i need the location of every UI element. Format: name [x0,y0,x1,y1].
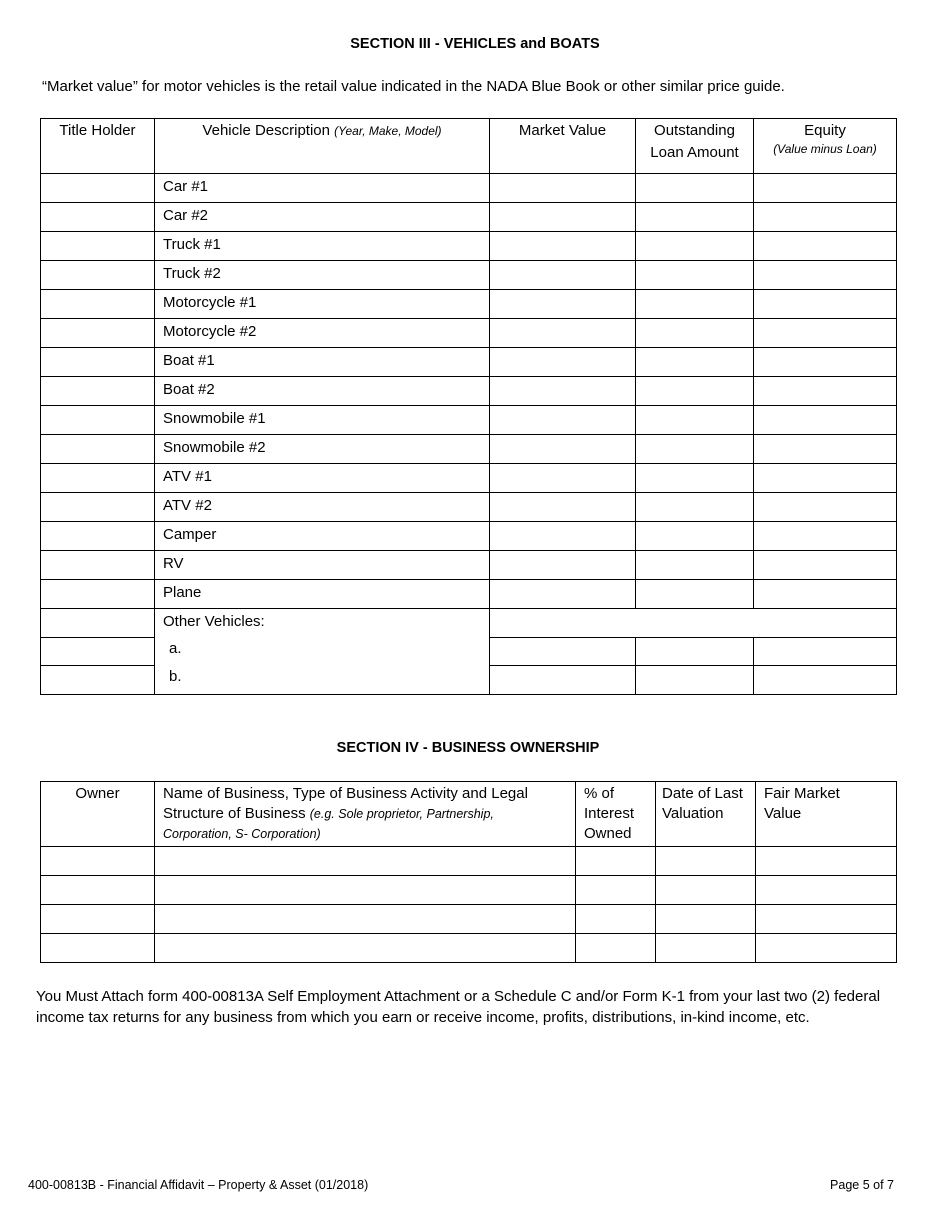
title-holder-cell[interactable] [41,203,155,232]
equity-cell[interactable] [754,290,897,319]
market-value-cell[interactable] [490,666,636,695]
interest-owned-cell[interactable] [576,934,656,963]
equity-cell[interactable] [754,464,897,493]
business-name-cell[interactable] [155,905,576,934]
interest-owned-header: % of Interest Owned [576,782,656,847]
loan-amount-cell[interactable] [636,174,754,203]
loan-amount-cell[interactable] [636,232,754,261]
vehicle-description-cell: Truck #1 [155,232,490,261]
vehicle-description-cell: RV [155,551,490,580]
business-name-header: Name of Business, Type of Business Activity and Legal Structure of Business (e.g. Sole proprietor, Partnership, Corporation, S- Corporation) [155,782,576,847]
vehicle-row [41,435,897,464]
interest-owned-cell[interactable] [576,905,656,934]
vehicle-description-header: Vehicle Description (Year, Make, Model) [155,119,490,174]
title-holder-header: Title Holder [41,119,155,174]
other-vehicles-cell [155,609,490,695]
vehicle-row [41,348,897,377]
business-name-cell[interactable] [155,876,576,905]
business-row [41,934,897,963]
last-valuation-cell[interactable] [656,934,756,963]
vehicle-description-cell: ATV #2 [155,493,490,522]
equity-cell[interactable] [754,638,897,666]
vehicle-row [41,551,897,580]
title-holder-cell[interactable] [41,493,155,522]
loan-amount-cell[interactable] [636,522,754,551]
last-valuation-cell[interactable] [656,876,756,905]
title-holder-cell[interactable] [41,348,155,377]
title-holder-cell[interactable] [41,638,155,666]
title-holder-cell[interactable] [41,666,155,695]
market-value-cell[interactable] [490,435,636,464]
vehicle-description-cell: Motorcycle #2 [155,319,490,348]
fair-market-value-header: Fair Market Value [756,782,897,847]
title-holder-cell[interactable] [41,290,155,319]
vehicle-description-cell: Camper [155,522,490,551]
footer-form-id: 400-00813B - Financial Affidavit – Property & Asset (01/2018) [28,1178,369,1192]
equity-cell[interactable] [754,377,897,406]
title-holder-cell[interactable] [41,261,155,290]
title-holder-cell[interactable] [41,580,155,609]
title-holder-cell[interactable] [41,232,155,261]
equity-cell[interactable] [754,580,897,609]
business-header-row [41,782,897,847]
interest-owned-cell[interactable] [576,847,656,876]
market-value-cell[interactable] [490,551,636,580]
title-holder-cell[interactable] [41,377,155,406]
equity-cell[interactable] [754,261,897,290]
business-name-cell[interactable] [155,934,576,963]
other-vehicles-label: Other Vehicles: [163,613,265,630]
market-value-header: Market Value [490,119,636,174]
equity-cell[interactable] [754,232,897,261]
owner-header: Owner [41,782,155,847]
market-value-cell[interactable] [490,464,636,493]
market-value-cell[interactable] [490,406,636,435]
title-holder-cell[interactable] [41,464,155,493]
vehicle-description-cell: Truck #2 [155,261,490,290]
vehicle-row [41,493,897,522]
vehicle-row [41,522,897,551]
title-holder-cell[interactable] [41,174,155,203]
business-row [41,905,897,934]
vehicle-description-cell: Boat #1 [155,348,490,377]
market-value-cell[interactable] [490,174,636,203]
other-vehicles-value-cell[interactable] [490,609,897,638]
business-row [41,876,897,905]
market-value-cell[interactable] [490,261,636,290]
business-row [41,847,897,876]
equity-cell[interactable] [754,348,897,377]
market-value-cell[interactable] [490,319,636,348]
loan-amount-cell[interactable] [636,377,754,406]
loan-amount-cell[interactable] [636,319,754,348]
section-iv-title: SECTION IV - BUSINESS OWNERSHIP [336,740,600,756]
loan-amount-cell[interactable] [636,406,754,435]
last-valuation-cell[interactable] [656,847,756,876]
fair-market-value-cell[interactable] [756,847,897,876]
fair-market-value-cell[interactable] [756,934,897,963]
vehicle-description-cell: ATV #1 [155,464,490,493]
equity-note: (Value minus Loan) [773,142,877,156]
last-valuation-cell[interactable] [656,905,756,934]
interest-owned-cell[interactable] [576,876,656,905]
fair-market-value-cell[interactable] [756,876,897,905]
loan-amount-cell[interactable] [636,348,754,377]
vehicle-row [41,580,897,609]
loan-amount-cell[interactable] [636,551,754,580]
section-iii-title: SECTION III - VEHICLES and BOATS [350,36,600,52]
business-table [40,781,897,963]
loan-amount-cell[interactable] [636,638,754,666]
vehicle-row [41,319,897,348]
vehicles-table [40,118,897,695]
title-holder-cell[interactable] [41,406,155,435]
loan-amount-cell[interactable] [636,464,754,493]
equity-cell[interactable] [754,522,897,551]
equity-cell[interactable] [754,493,897,522]
owner-cell[interactable] [41,905,155,934]
market-value-cell[interactable] [490,290,636,319]
vehicle-description-note: (Year, Make, Model) [334,124,442,138]
other-vehicles-row [41,609,897,638]
footer-page-number: Page 5 of 7 [830,1178,894,1192]
equity-cell[interactable] [754,406,897,435]
equity-cell[interactable] [754,435,897,464]
owner-cell[interactable] [41,934,155,963]
attachment-instruction: You Must Attach form 400-00813A Self Employment Attachment or a Schedule C and/or Form K-1 from your last two (2) federal income tax returns for any business from which you earn or receive income, profits, distributions, in-kind income, etc. [36,988,881,1026]
loan-amount-cell[interactable] [636,580,754,609]
other-vehicle-b-label: b. [169,668,182,685]
business-structure-note: (e.g. Sole proprietor, Partnership, [309,807,494,821]
vehicle-row [41,406,897,435]
title-holder-cell[interactable] [41,609,155,638]
loan-amount-cell[interactable] [636,290,754,319]
equity-header: Equity (Value minus Loan) [754,119,897,174]
vehicle-row [41,377,897,406]
vehicle-description-cell: Plane [155,580,490,609]
equity-cell[interactable] [754,551,897,580]
loan-amount-cell[interactable] [636,666,754,695]
loan-amount-cell[interactable] [636,493,754,522]
market-value-cell[interactable] [490,232,636,261]
vehicle-row [41,290,897,319]
vehicle-description-cell: Car #1 [155,174,490,203]
title-holder-cell[interactable] [41,522,155,551]
last-valuation-header: Date of Last Valuation [656,782,756,847]
other-vehicle-a-label: a. [169,640,182,657]
business-name-cell[interactable] [155,847,576,876]
vehicle-description-cell: Snowmobile #2 [155,435,490,464]
market-value-cell[interactable] [490,377,636,406]
vehicle-row [41,174,897,203]
market-value-cell[interactable] [490,580,636,609]
vehicles-header-row [41,119,897,174]
vehicle-row [41,261,897,290]
market-value-cell[interactable] [490,522,636,551]
equity-cell[interactable] [754,319,897,348]
market-value-note: “Market value” for motor vehicles is the retail value indicated in the NADA Blue Book or other similar price guide. [42,78,785,95]
owner-cell[interactable] [41,847,155,876]
equity-cell[interactable] [754,203,897,232]
equity-cell[interactable] [754,174,897,203]
loan-amount-cell[interactable] [636,435,754,464]
fair-market-value-cell[interactable] [756,905,897,934]
market-value-cell[interactable] [490,203,636,232]
loan-amount-cell[interactable] [636,203,754,232]
title-holder-cell[interactable] [41,319,155,348]
vehicle-description-cell: Car #2 [155,203,490,232]
vehicle-description-cell: Boat #2 [155,377,490,406]
title-holder-cell[interactable] [41,435,155,464]
vehicle-row [41,464,897,493]
title-holder-cell[interactable] [41,551,155,580]
vehicle-row [41,203,897,232]
loan-amount-cell[interactable] [636,261,754,290]
vehicle-description-cell: Motorcycle #1 [155,290,490,319]
vehicle-row [41,232,897,261]
vehicle-description-cell: Snowmobile #1 [155,406,490,435]
equity-cell[interactable] [754,666,897,695]
market-value-cell[interactable] [490,348,636,377]
outstanding-loan-header: Outstanding Loan Amount [636,119,754,174]
market-value-cell[interactable] [490,493,636,522]
owner-cell[interactable] [41,876,155,905]
market-value-cell[interactable] [490,638,636,666]
